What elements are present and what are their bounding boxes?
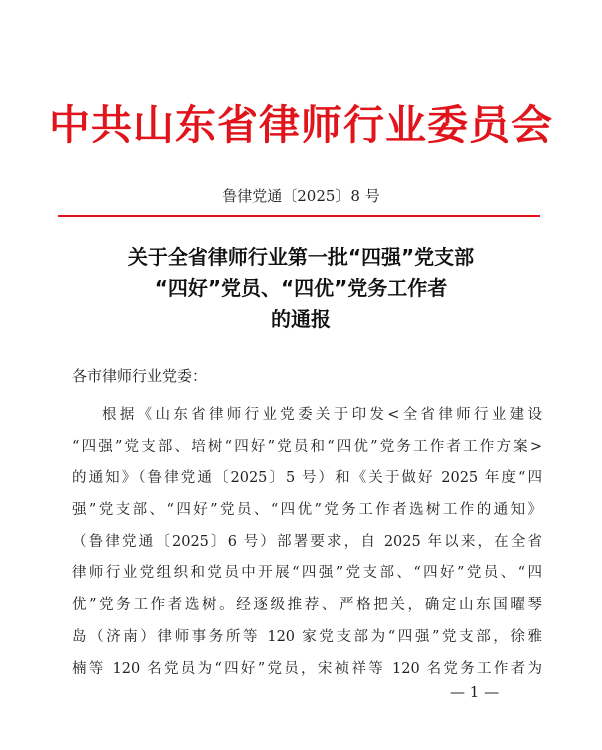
salutation: 各市律师行业党委： xyxy=(72,367,208,385)
notice-title-line: “四好”党员、“四优”党务工作者 xyxy=(154,276,448,300)
body-line: （鲁律党通〔2025〕6 号）部署要求，自 2025 年以来，在全省 xyxy=(72,533,542,550)
body-line: 优”党务工作者选树。经逐级推荐、严格把关，确定山东国曜琴 xyxy=(72,597,542,614)
body-line: 根据《山东省律师行业党委关于印发<全省律师行业建设 xyxy=(102,407,542,423)
body-line: 楠等 120 名党员为“四好”党员，宋祯祥等 120 名党务工作者为 xyxy=(72,660,542,677)
document-number: 鲁律党通〔2025〕8 号 xyxy=(222,187,380,205)
body-line: 律师行业党组织和党员中开展“四强”党支部、“四好”党员、“四 xyxy=(72,565,542,582)
notice-title-line: 关于全省律师行业第一批“四强”党支部 xyxy=(127,245,475,269)
page-number: — 1 — xyxy=(450,683,500,701)
body-line: “四强”党支部、培树“四好”党员和“四优”党务工作者工作方案> xyxy=(72,438,542,455)
notice-title xyxy=(0,242,602,335)
notice-title-line: 的通报 xyxy=(271,307,331,331)
body-line: 岛（济南）律师事务所等 120 家党支部为“四强”党支部，徐雅 xyxy=(72,628,542,645)
body-paragraph xyxy=(72,400,542,685)
red-separator-line xyxy=(58,215,540,217)
body-line: 强”党支部、“四好”党员、“四优”党务工作者选树工作的通知》 xyxy=(72,502,542,519)
issuing-organization-title: 中共山东省律师行业委员会 xyxy=(49,101,553,149)
body-line: 的通知》（鲁律党通〔2025〕5 号）和《关于做好 2025 年度“四 xyxy=(72,470,542,487)
